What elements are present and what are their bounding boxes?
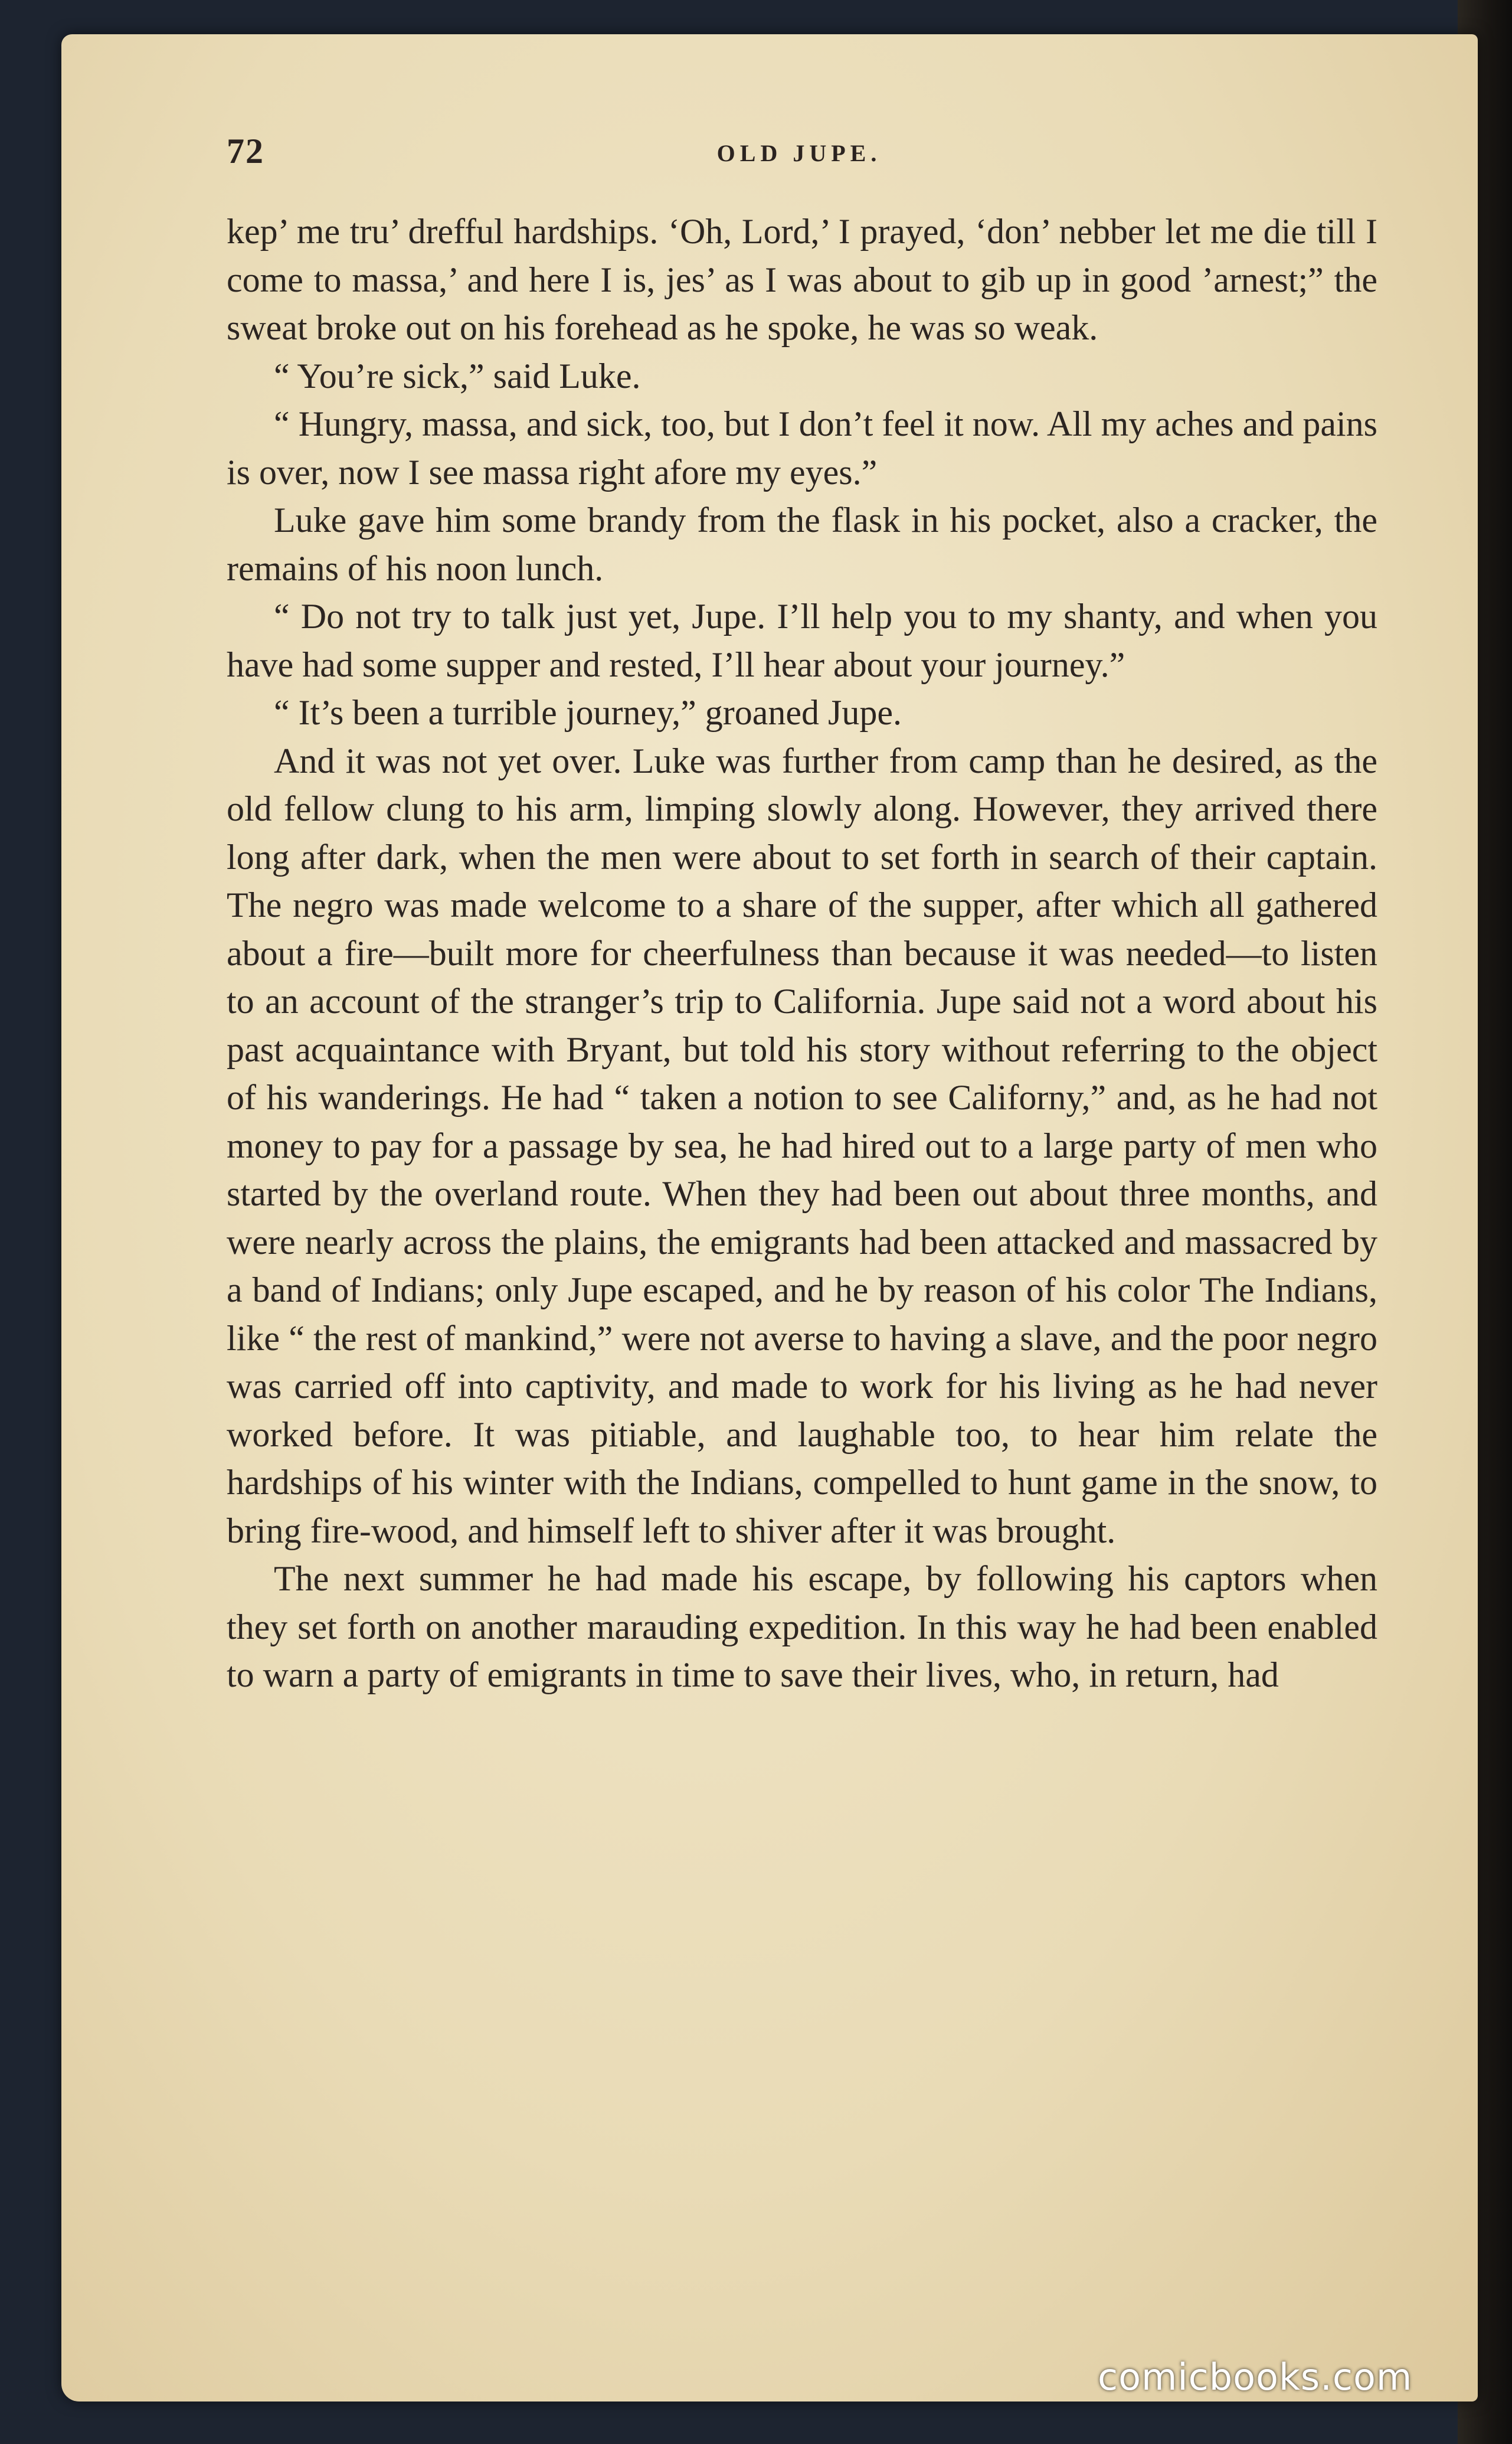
- running-head: OLD JUPE.: [716, 140, 882, 166]
- paragraph: And it was not yet over. Luke was further from camp than he desired, as the old fellow clung to his arm, limping slowly along. However, they arrived there long after dark, when the men were about to set forth in search of their captain. The negro was made welcome to a share of the supper, after which all gathered about a fire—built more for cheerfulness than because it was needed—to listen to an account of the stranger’s trip to California. Jupe said not a word about his past acquaintance with Bryant, but told his story without referring to the object of his wanderings. He had “ taken a notion to see Californy,” and, as he had not money to pay for a passage by sea, he had hired out to a large party of men who started by the overland route. When they had been out about three months, and were nearly across the plains, the emigrants had been attacked and massacred by a band of Indians; only Jupe escaped, and he by reason of his color The Indians, like “ the rest of mankind,” were not averse to having a slave, and the poor negro was carried off into captivity, and made to work for his living as he had never worked before. It was pitiable, and laughable too, to hear him relate the hardships of his winter with the Indians, compelled to hunt game in the snow, to bring fire-wood, and himself left to shiver after it was brought.: [227, 741, 1377, 1550]
- body-text: [227, 208, 1377, 1700]
- paragraph: “ You’re sick,” said Luke.: [274, 356, 641, 396]
- paragraph: “ Hungry, massa, and sick, too, but I don’t feel it now. All my aches and pains is over, now I see massa right afore my eyes.”: [227, 404, 1377, 492]
- paragraph: kep’ me tru’ drefful hardships. ‘Oh, Lord,’ I prayed, ‘don’ nebber let me die till I come to massa,’ and here I is, jes’ as I was about to gib up in good ’arnest;” the sweat broke out on his forehead as he spoke, he was so weak.: [227, 212, 1377, 347]
- watermark: comicbooks.com: [1098, 2355, 1413, 2399]
- paragraph: “ Do not try to talk just yet, Jupe. I’ll help you to my shanty, and when you have had some supper and rested, I’ll hear about your journey.”: [227, 597, 1377, 684]
- paragraph: “ It’s been a turrible journey,” groaned Jupe.: [274, 693, 902, 732]
- page-header: [227, 131, 1372, 178]
- paragraph: Luke gave him some brandy from the flask in his pocket, also a cracker, the remains of his noon lunch.: [227, 501, 1377, 588]
- page-number: 72: [227, 132, 264, 171]
- paragraph: The next summer he had made his escape, by following his captors when they set forth on another marauding expedition. In this way he had been enabled to warn a party of emigrants in time to save their lives, who, in return, had: [227, 1559, 1377, 1694]
